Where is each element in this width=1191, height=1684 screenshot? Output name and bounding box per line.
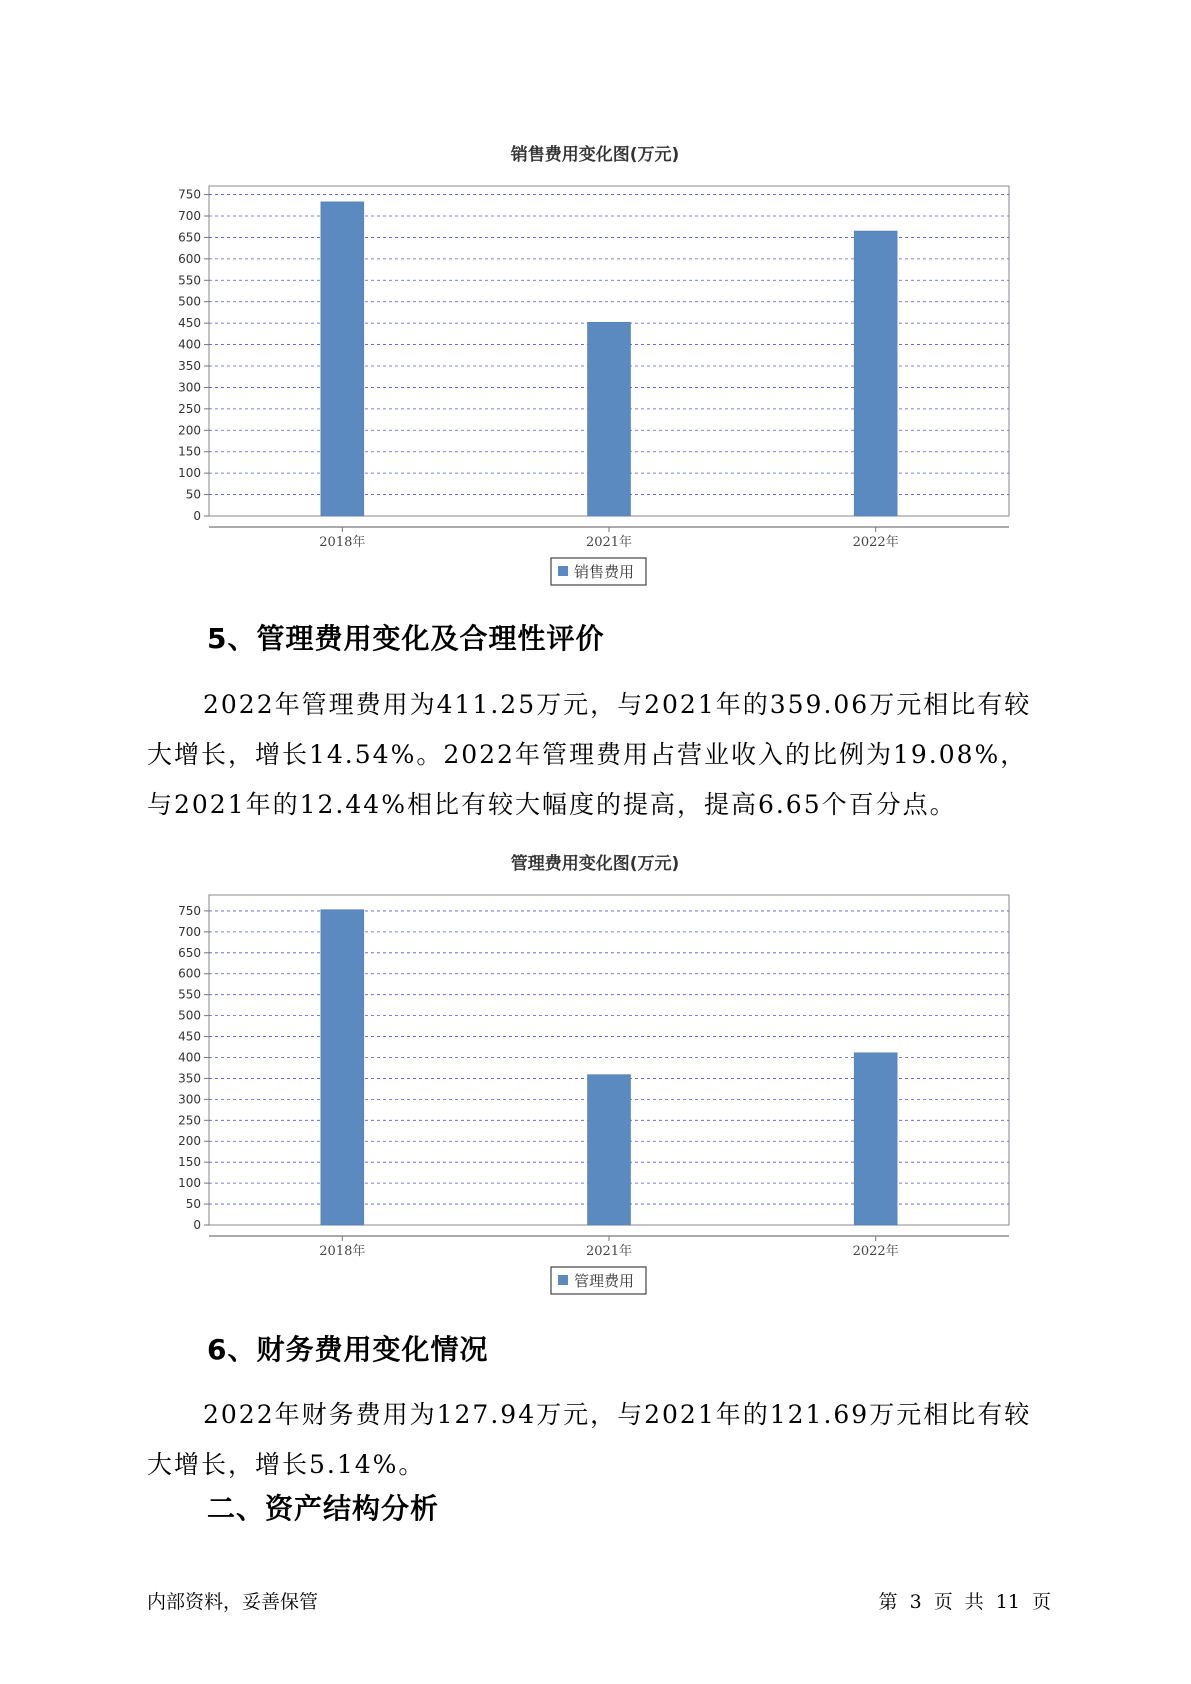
x-tick-label: 2021年 xyxy=(585,535,633,550)
legend-swatch xyxy=(558,566,568,576)
sales-expense-chart-svg xyxy=(0,125,1191,595)
y-tick-label: 100 xyxy=(178,466,201,481)
x-tick-label: 2018年 xyxy=(319,535,366,550)
x-tick-label: 2022年 xyxy=(852,535,899,550)
y-tick-label: 750 xyxy=(178,187,201,202)
legend-swatch xyxy=(558,1275,568,1285)
legend-label: 销售费用 xyxy=(574,563,635,581)
bar-2018年 xyxy=(321,202,364,516)
y-tick-label: 350 xyxy=(178,1071,201,1086)
y-tick-label: 350 xyxy=(178,359,201,373)
section-5-paragraph: 2022年管理费用为411.25万元，与2021年的359.06万元相比有较大增长，增长14.54%。2022年管理费用占营业收入的比例为19.08%，与2021年的12.44%相比有较大幅度的提高，提高6.65个百分点。 xyxy=(147,690,1032,819)
y-tick-label: 650 xyxy=(178,945,201,960)
y-tick-label: 250 xyxy=(178,1113,201,1128)
y-tick-label: 650 xyxy=(178,230,201,245)
sales-expense-chart xyxy=(0,125,1191,595)
y-tick-label: 600 xyxy=(178,251,201,266)
y-tick-label: 150 xyxy=(178,444,201,459)
y-tick-label: 400 xyxy=(178,337,201,352)
y-tick-label: 200 xyxy=(178,1134,201,1149)
x-tick-label: 2021年 xyxy=(585,1244,633,1259)
admin-expense-chart xyxy=(0,834,1191,1304)
y-tick-label: 450 xyxy=(178,1029,201,1044)
y-tick-label: 500 xyxy=(178,294,201,309)
x-tick-label: 2018年 xyxy=(319,1244,366,1259)
section-6-heading: 6、财务费用变化情况 xyxy=(207,1333,489,1366)
y-tick-label: 550 xyxy=(178,987,201,1002)
y-tick-label: 600 xyxy=(178,966,201,981)
y-tick-label: 450 xyxy=(178,316,201,331)
bar-2021年 xyxy=(588,1075,631,1225)
chart-title: 销售费用变化图(万元) xyxy=(510,145,680,165)
bar-2022年 xyxy=(854,1053,897,1225)
y-tick-label: 700 xyxy=(178,924,201,939)
y-tick-label: 750 xyxy=(178,903,201,918)
section-6-paragraph: 2022年财务费用为127.94万元，与2021年的121.69万元相比有较大增长，增长5.14%。 xyxy=(147,1400,1032,1479)
bar-2022年 xyxy=(854,231,897,516)
y-tick-label: 250 xyxy=(178,401,201,416)
y-tick-label: 300 xyxy=(178,380,201,395)
y-tick-label: 0 xyxy=(193,509,201,523)
bar-2021年 xyxy=(588,322,631,516)
y-tick-label: 50 xyxy=(185,487,201,502)
y-tick-label: 0 xyxy=(193,1218,201,1232)
y-tick-label: 700 xyxy=(178,209,201,223)
y-tick-label: 100 xyxy=(178,1176,201,1191)
y-tick-label: 500 xyxy=(178,1008,201,1023)
y-tick-label: 550 xyxy=(178,273,201,288)
section-two-heading: 二、资产结构分析 xyxy=(207,1492,440,1525)
footer-confidential-note: 内部资料，妥善保管 xyxy=(147,1591,319,1613)
bar-2018年 xyxy=(321,910,364,1225)
legend-label: 管理费用 xyxy=(574,1272,635,1290)
y-tick-label: 300 xyxy=(178,1092,201,1107)
y-tick-label: 400 xyxy=(178,1050,201,1065)
chart-title: 管理费用变化图(万元) xyxy=(510,854,680,874)
y-tick-label: 150 xyxy=(178,1155,201,1170)
admin-expense-chart-svg xyxy=(0,834,1191,1304)
y-tick-label: 50 xyxy=(185,1197,201,1212)
x-tick-label: 2022年 xyxy=(852,1244,899,1259)
y-tick-label: 200 xyxy=(178,423,201,438)
section-5-heading: 5、管理费用变化及合理性评价 xyxy=(207,622,605,655)
footer-page-number: 第 3 页 共 11 页 xyxy=(878,1591,1051,1613)
